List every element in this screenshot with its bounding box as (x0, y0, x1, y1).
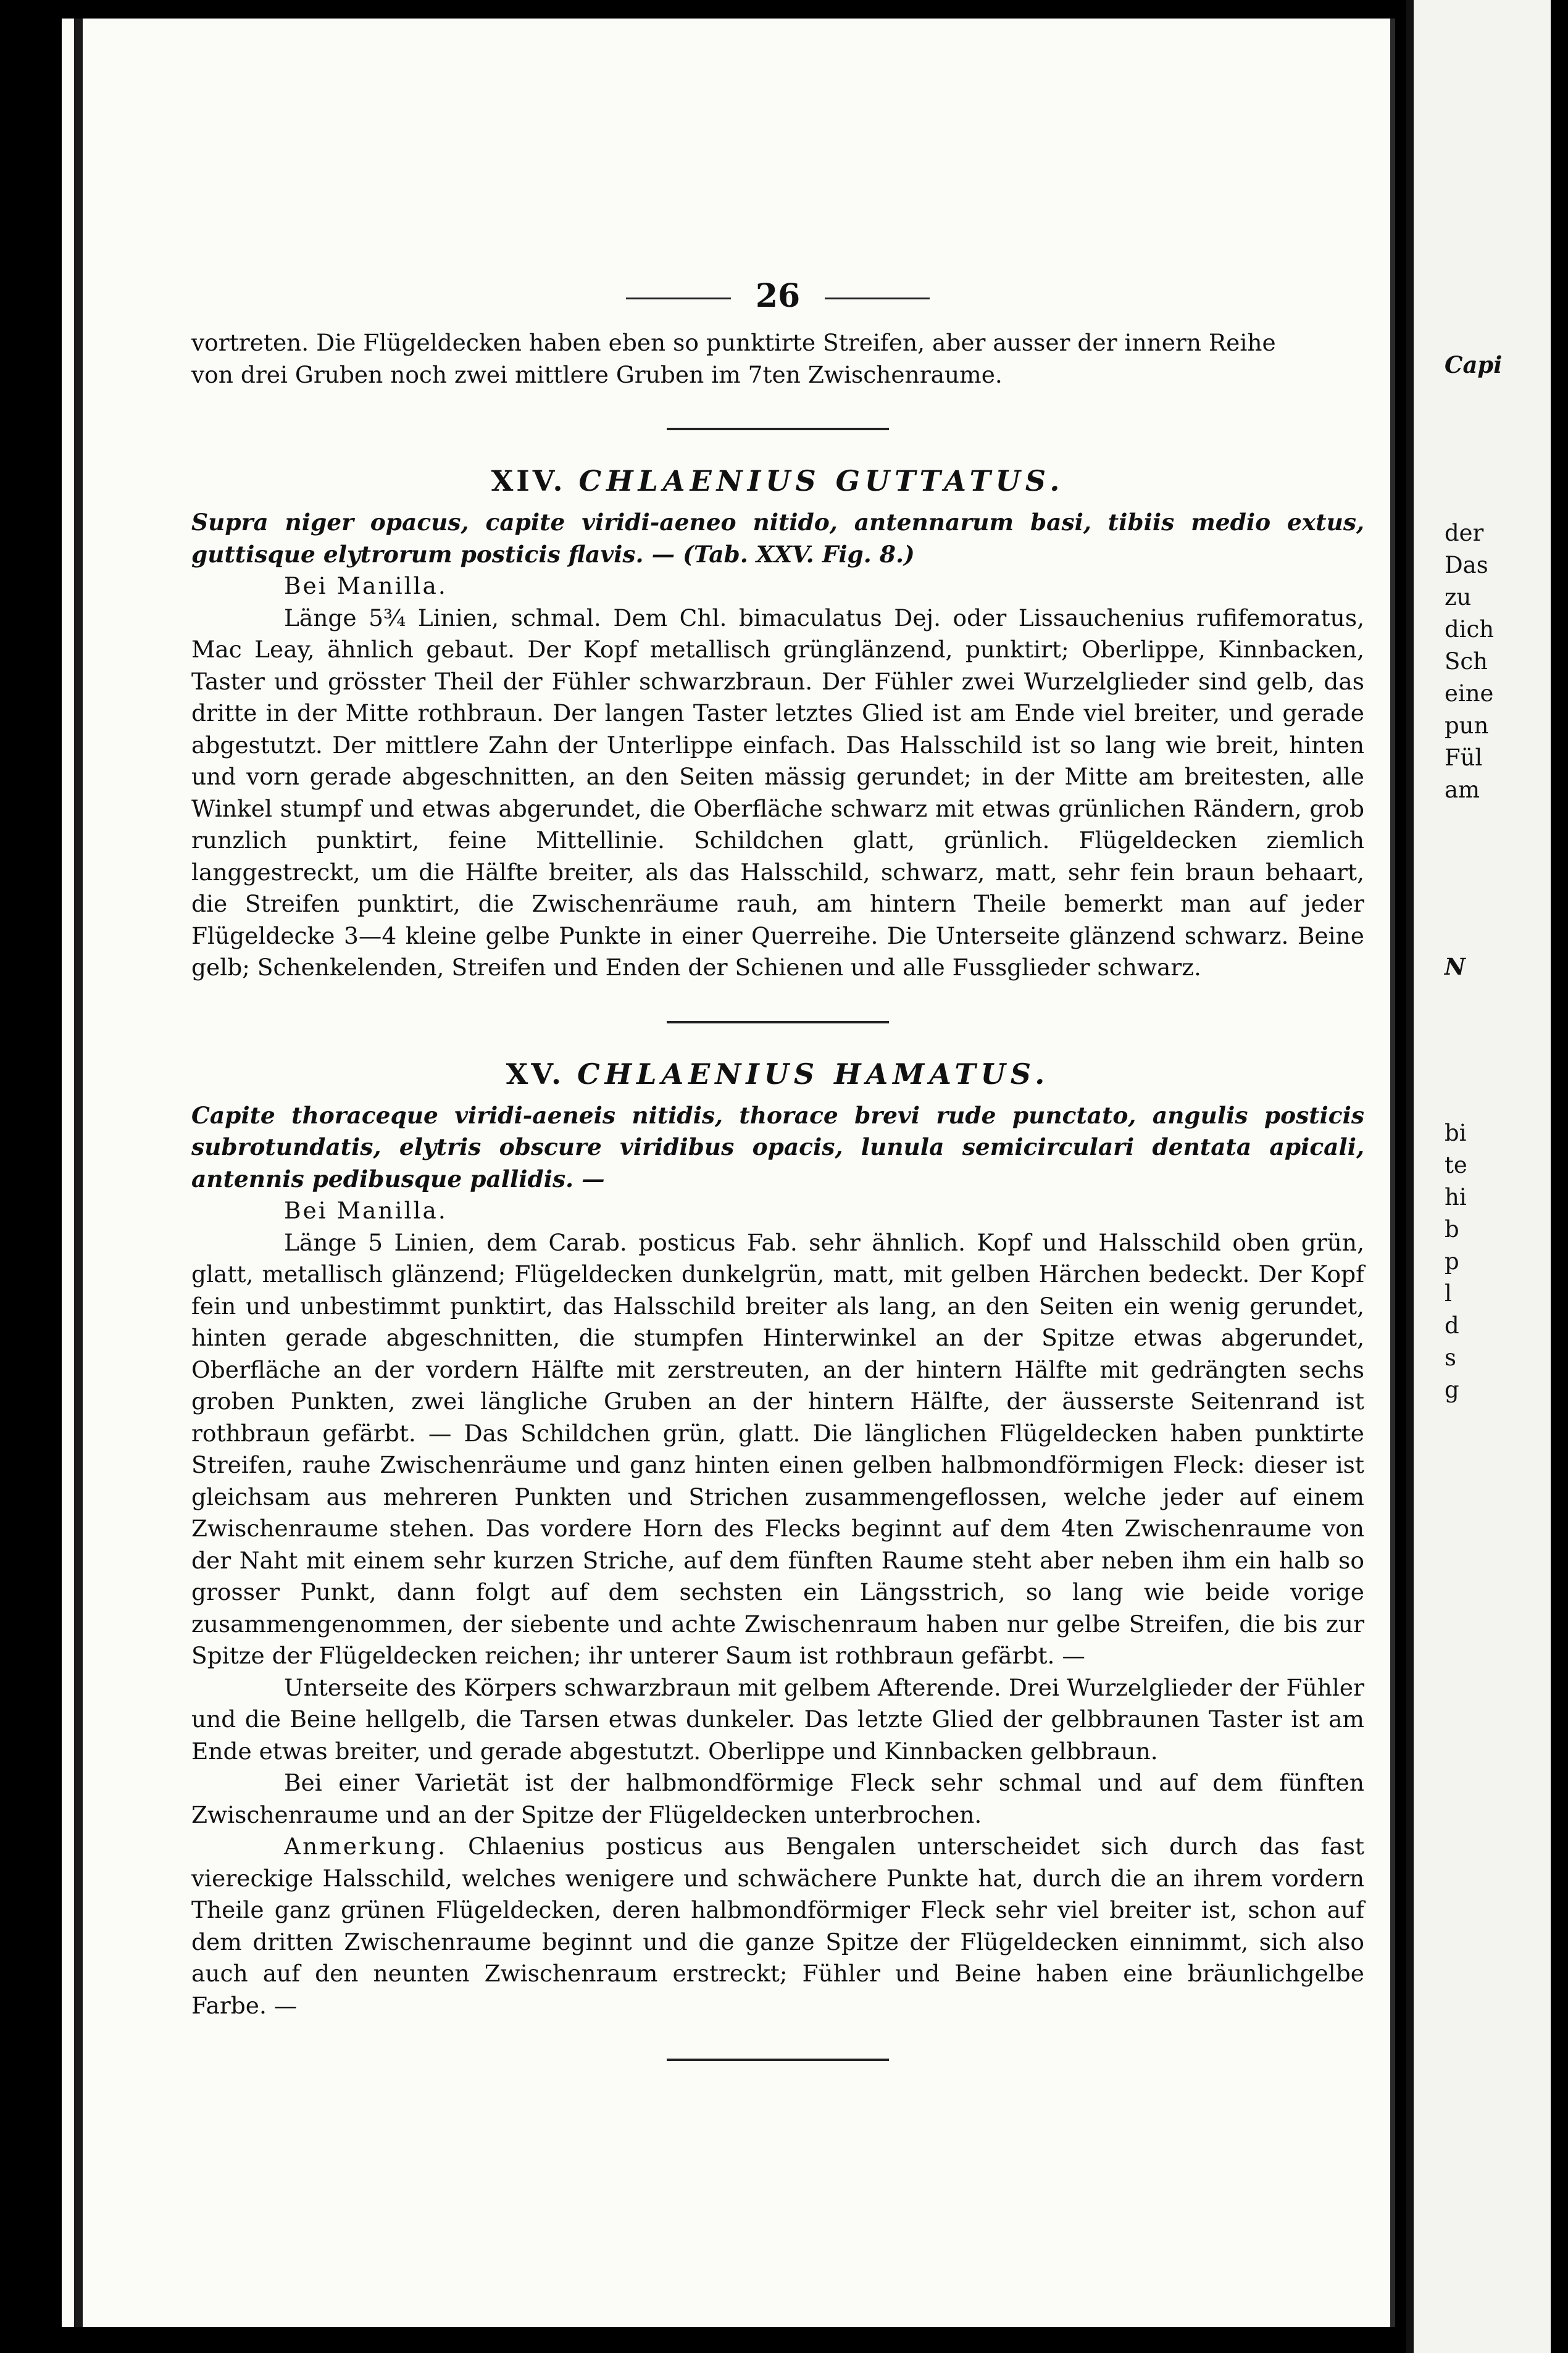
header-rule-right (825, 298, 930, 299)
section-numeral: XIV. (491, 464, 566, 498)
description-paragraph: Bei einer Varietät ist der halbmondförmige Fleck sehr schmal und auf dem fünften Zwischenraume und an der Spitze der Flügeldecken unterbrochen. (191, 1769, 1364, 1828)
fragment-text: g (1445, 1376, 1459, 1403)
fragment-text: dich (1445, 616, 1495, 643)
description-paragraph: Länge 5 Linien, dem Carab. posticus Fab. sehr ähnlich. Kopf und Halsschild oben grün, glatt, metallisch glänzend; Flügeldecken dunkelgrün, matt, mit gelben Härchen bedeckt. Der Kopf fein und unbestimmt punktirt, das Halsschild breiter als lang, an den Seiten ein wenig gerundet, hinten gerade abgeschnitten, die stumpfen Hinterwinkel an der Spitze etwas abgerundet, Oberfläche an der vordern Hälfte mit zerstreuten, an der hintern Hälfte mit gedrängten sechs groben Punkten, zwei längliche Gruben an der hintern Hälfte, der äusserste Seitenrand ist rothbraun gefärbt. — Das Schildchen grün, glatt. Die länglichen Flügeldecken haben punktirte Streifen, rauhe Zwischenräume und ganz hinten einen gelben halbmondförmigen Fleck: dieser ist gleichsam aus mehreren Punkten und Strichen zusammengeflossen, welche jeder auf einem Zwischenraume stehen. Das vordere Horn des Flecks beginnt auf dem 4ten Zwischenraume von der Naht mit einem sehr kurzen Striche, auf dem fünften Raume steht aber neben ihm ein halb so grosser Punkt, dann folgt auf dem sechsten ein Längsstrich, so lang wie beide vorige zusammengenommen, der siebente und achte Zwischenraum haben nur gelbe Streifen, die bis zur Spitze der Flügeldecken reichen; ihr unterer Saum ist rothbraun gefärbt. — (191, 1228, 1364, 1669)
scanned-page (62, 19, 1395, 2327)
scan-border (1551, 0, 1568, 2353)
page-number: 26 (755, 277, 801, 315)
note-text: Chlaenius posticus aus Bengalen unterscheidet sich durch das fast viereckige Halsschild, welches wenigere und schwächere Punkte hat, durch die an ihrem vordern Theile ganz grünen Flügeldecken, deren halbmondförmiger Fleck sehr viel breiter ist, schon auf dem dritten Zwischenraume beginnt und die ganze Spitze der Flügeldecken einnimmt, sich also auch auf den neunten Zwischenraum erstreckt; Fühler und Beine haben eine bräunlichgelbe Farbe. — (191, 1833, 1365, 2019)
adjacent-page-fragment (1406, 0, 1568, 2353)
fragment-text: Das (1445, 552, 1488, 578)
text-column (191, 278, 1364, 2092)
fragment-text: pun (1445, 712, 1489, 739)
note-paragraph (191, 1831, 1364, 2022)
fragment-text: zu (1445, 584, 1472, 610)
fragment-text: te (1445, 1152, 1467, 1178)
fragment-text: Fül (1445, 744, 1483, 771)
locality: Bei Manilla. (284, 572, 448, 599)
page-binding-edge (74, 19, 83, 2327)
page-right-edge (1390, 19, 1395, 2327)
locality: Bei Manilla. (284, 1197, 448, 1224)
intro-line-1: vortreten. Die Flügeldecken haben eben so punktirte Streifen, aber ausser der innern Reihe (191, 329, 1276, 356)
section-numeral: XV. (506, 1057, 565, 1091)
latin-diagnosis: Capite thoraceque viridi-aeneis nitidis, thorace brevi rude punctato, angulis posticis subrotundatis, elytris obscure viridibus opacis, lunula semicirculari dentata apicali, antennis pedibusque pallidis. — (191, 1101, 1364, 1193)
fragment-text: am (1445, 777, 1480, 803)
fragment-text: d (1445, 1312, 1459, 1339)
section-divider (667, 2059, 889, 2061)
fragment-text: b (1445, 1216, 1459, 1243)
section-title: CHLAENIUS GUTTATUS. (578, 464, 1065, 498)
section-title: CHLAENIUS HAMATUS. (577, 1057, 1050, 1091)
fragment-text: der (1445, 520, 1484, 546)
fragment-text: N (1445, 953, 1466, 980)
intro-line-2: von drei Gruben noch zwei mittlere Gruben im 7ten Zwischenraume. (191, 360, 1003, 388)
fragment-text: l (1445, 1280, 1452, 1307)
fragment-text: s (1445, 1344, 1456, 1371)
section-divider (667, 1021, 889, 1023)
fragment-text: p (1445, 1248, 1459, 1275)
adjacent-page-edge (1406, 0, 1414, 2353)
description-paragraph: Länge 5¾ Linien, schmal. Dem Chl. bimaculatus Dej. oder Lissauchenius rufifemoratus, Mac Leay, ähnlich gebaut. Der Kopf metallisch grünglänzend, punktirt; Oberlippe, Kinnbacken, Taster und grösster Theil der Fühler schwarzbraun. Der Fühler zwei Wurzelglieder sind gelb, das dritte in der Mitte rothbraun. Der langen Taster letztes Glied ist am Ende viel breiter, und gerade abgestutzt. Der mittlere Zahn der Unterlippe einfach. Das Halsschild ist so lang wie breit, hinten und vorn gerade abgeschnitten, an den Seiten mässig gerundet; in der Mitte am breitesten, alle Winkel stumpf und etwas abgerundet, die Oberfläche schwarz mit etwas grünlichen Rändern, grob runzlich punktirt, feine Mittellinie. Schildchen glatt, grünlich. Flügeldecken ziemlich langgestreckt, um die Hälfte breiter, als das Halsschild, schwarz, matt, sehr fein braun behaart, die Streifen punktirt, die Zwischenräume rauh, am hintern Theile bemerkt man auf jeder Flügeldecke 3—4 kleine gelbe Punkte in einer Querreihe. Die Unterseite glänzend schwarz. Beine gelb; Schenkelenden, Streifen und Enden der Schienen und alle Fussglieder schwarz. (191, 604, 1364, 981)
fragment-text: bi (1445, 1120, 1467, 1146)
description-paragraph: Unterseite des Körpers schwarzbraun mit gelbem Afterende. Drei Wurzelglieder der Fühler und die Beine hellgelb, die Tarsen etwas dunkeler. Das letzte Glied der gelbbraunen Taster ist am Ende etwas breiter, und gerade abgestutzt. Oberlippe und Kinnbacken gelbbraun. (191, 1673, 1364, 1765)
header-rule-left (626, 298, 731, 299)
section-heading (191, 1054, 1364, 1094)
note-label: Anmerkung. (284, 1833, 447, 1860)
page-header (191, 278, 1364, 315)
fragment-text: Sch (1445, 648, 1488, 675)
latin-diagnosis: Supra niger opacus, capite viridi-aeneo nitido, antennarum basi, tibiis medio extus, guttisque elytrorum posticis flavis. — (Tab. XXV. Fig. 8.) (191, 509, 1364, 568)
fragment-text: eine (1445, 680, 1494, 707)
fragment-text: Capi (1445, 351, 1503, 378)
fragment-text: hi (1445, 1184, 1467, 1210)
section-heading (191, 461, 1364, 501)
section-divider (667, 428, 889, 430)
